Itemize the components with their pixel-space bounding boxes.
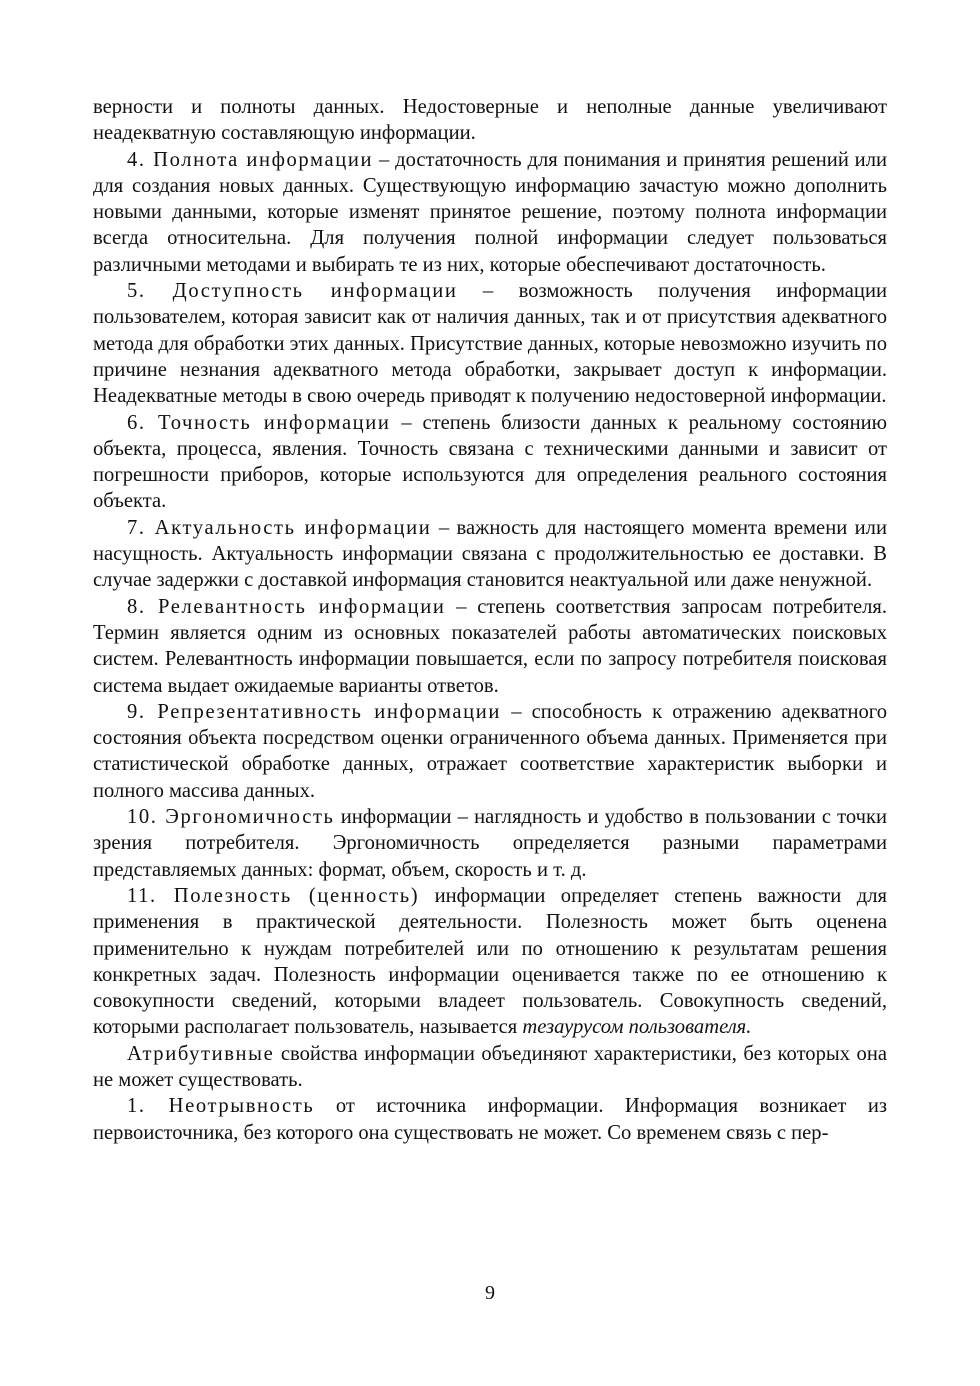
paragraph-text: – возможность получения информации пользователем, которая зависит как от наличия данных, так и от присутствия адекватного метода для обработки этих данных. Присутствие данных, которые невозможно изучить по причине незнания адекватного метода обработки, закрывает доступ к информации. Неадекватные методы в свою очередь приводят к получению недостоверной информации. [93, 280, 887, 408]
paragraph-relevance [93, 594, 887, 699]
term-attributive: Атрибутивные [127, 1042, 275, 1065]
paragraph-text: – достаточность для понимания и принятия решений или для создания новых данных. Существующую информацию зачастую можно дополнить новыми данными, которые изменят принятое решение, поэтому полнота информации всегда относительна. Для получения полной информации следует пользоваться различными методами и выбирать те из них, которые обеспечивают достаточность. [93, 148, 888, 276]
term-usefulness: 11. Полезность (ценность) [127, 884, 420, 907]
page-body [93, 94, 887, 1146]
term-relevance: 8. Релевантность информации [127, 595, 446, 618]
paragraph-usefulness [93, 883, 887, 1041]
term-completeness: 4. Полнота информации [127, 148, 374, 171]
term-representativeness: 9. Репрезентативность информации [127, 700, 502, 723]
paragraph-completeness [93, 147, 887, 278]
paragraph-text: свойства информации объединяют характеристики, без которых она не может существовать. [93, 1042, 887, 1091]
term-ergonomics: 10. Эргономичность [127, 806, 335, 829]
paragraph-ergonomics [93, 804, 887, 883]
paragraph-accessibility [93, 278, 887, 409]
term-thesaurus: тезаурусом пользователя. [522, 1016, 752, 1039]
paragraph-text: информации – наглядность и удобство в пользовании с точки зрения потребителя. Эргономичность определяется разными параметрами представляемых данных: формат, объем, скорость и т. д. [93, 806, 888, 881]
term-accessibility: 5. Доступность информации [127, 280, 458, 303]
term-inseparability: 1. Неотрывность [127, 1095, 315, 1118]
paragraph-attributive [93, 1041, 887, 1094]
paragraph-accuracy [93, 410, 887, 515]
paragraph-text: от источника информации. Информация возникает из первоисточника, без которого она существовать не может. Со временем связь с пер- [93, 1095, 888, 1144]
paragraph-text: – способность к отражению адекватного состояния объекта посредством оценки ограниченного объема данных. Применяется при статистической обработке данных, отражает соответствие характеристик выборки и полного массива данных. [93, 700, 888, 802]
term-accuracy: 6. Точность информации [127, 411, 391, 434]
paragraph-text: информации определяет степень важности для применения в практической деятельности. Полезность может быть оценена применительно к нуждам потребителей или по отношению к результатам решения конкретных задач. Полезность информации оценивается также по ее отношению к совокупности сведений, которыми владеет пользователь. Совокупность сведений, которыми располагает пользователь, называется [93, 884, 887, 1039]
paragraph-inseparability [93, 1093, 887, 1146]
paragraph-text: – важность для настоящего момента времени или насущность. Актуальность информации связана с продолжительностью ее доставки. В случае задержки с доставкой информация становится неактуальной или даже ненужной. [93, 516, 887, 592]
paragraph-intro [93, 94, 887, 147]
term-actuality: 7. Актуальность информации [127, 516, 432, 539]
paragraph-relevance-time [93, 515, 887, 594]
paragraph-text: верности и полноты данных. Недостоверные и неполные данные увеличивают неадекватную составляющую информации. [93, 96, 887, 145]
paragraph-representativeness [93, 699, 887, 804]
paragraph-text: – степень близости данных к реальному состоянию объекта, процесса, явления. Точность связана с техническими данными и зависит от погрешности приборов, которые используются для определения реального состояния объекта. [93, 411, 888, 513]
paragraph-text: – степень соответствия запросам потребителя. Термин является одним из основных показателей работы автоматических поисковых систем. Релевантность информации повышается, если по запросу потребителя поисковая система выдает ожидаемые варианты ответов. [93, 595, 887, 697]
page-number: 9 [485, 1282, 495, 1304]
